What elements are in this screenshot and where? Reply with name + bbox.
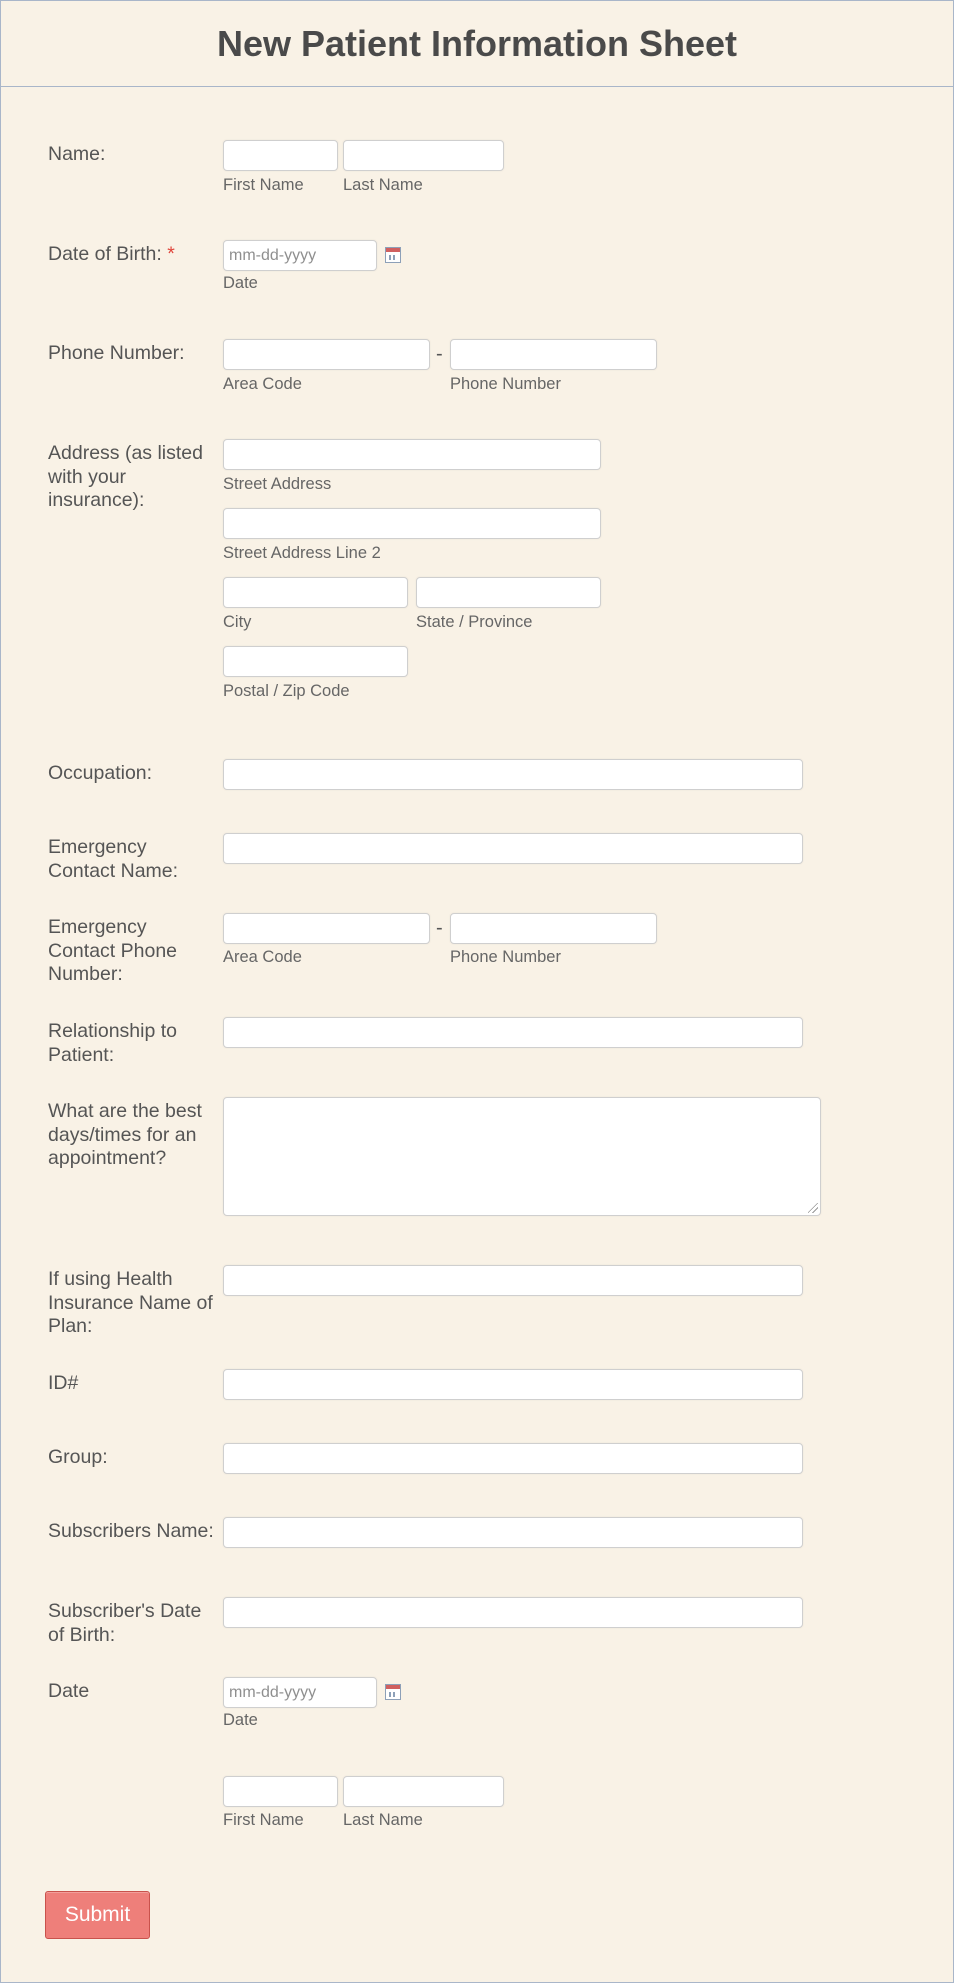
signature-first-name-input[interactable] (223, 1776, 338, 1807)
phone-number-input[interactable] (450, 339, 657, 370)
first-name-input[interactable] (223, 140, 338, 171)
emergency-contact-name-label: Emergency Contact Name: (48, 836, 179, 882)
phone-separator: - (436, 343, 443, 365)
postal-zip-sublabel: Postal / Zip Code (223, 682, 350, 700)
group-label: Group: (48, 1446, 108, 1468)
area-code-sublabel: Area Code (223, 375, 302, 393)
submit-button[interactable]: Submit (45, 1891, 150, 1939)
postal-zip-input[interactable] (223, 646, 408, 677)
dob-label (48, 243, 218, 267)
phone-label: Phone Number: (48, 342, 185, 364)
relationship-label: Relationship to Patient: (48, 1020, 177, 1066)
insurance-plan-input[interactable] (223, 1265, 803, 1296)
form-header (1, 1, 953, 87)
calendar-icon[interactable] (385, 247, 401, 263)
city-sublabel: City (223, 613, 252, 631)
phone-area-code-input[interactable] (223, 339, 430, 370)
emergency-phone-number-sublabel: Phone Number (450, 948, 561, 966)
signature-last-name-sublabel: Last Name (343, 1811, 423, 1829)
street-address-sublabel: Street Address (223, 475, 332, 493)
emergency-area-code-sublabel: Area Code (223, 948, 302, 966)
date-label: Date (48, 1680, 90, 1702)
subscriber-dob-input[interactable] (223, 1597, 803, 1628)
occupation-label: Occupation: (48, 762, 153, 784)
emergency-phone-separator: - (436, 917, 443, 939)
date-sublabel: Date (223, 1711, 258, 1729)
last-name-input[interactable] (343, 140, 504, 171)
dob-label-text: Date of Birth: (48, 243, 162, 265)
emergency-contact-phone-label: Emergency Contact Phone Number: (48, 916, 178, 985)
subscriber-name-label: Subscribers Name: (48, 1520, 214, 1542)
last-name-sublabel: Last Name (343, 176, 423, 194)
group-input[interactable] (223, 1443, 803, 1474)
resize-handle-icon[interactable] (808, 1203, 818, 1213)
street-address-line2-input[interactable] (223, 508, 601, 539)
required-asterisk: * (167, 243, 175, 265)
state-province-input[interactable] (416, 577, 601, 608)
best-times-textarea[interactable] (223, 1097, 821, 1216)
insurance-plan-label: If using Health Insurance Name of Plan: (48, 1268, 213, 1337)
subscriber-name-input[interactable] (223, 1517, 803, 1548)
best-times-label: What are the best days/times for an appointment? (48, 1100, 202, 1169)
street-address-input[interactable] (223, 439, 601, 470)
occupation-input[interactable] (223, 759, 803, 790)
subscriber-dob-label: Subscriber's Date of Birth: (48, 1600, 202, 1646)
street-address-line2-sublabel: Street Address Line 2 (223, 544, 381, 562)
phone-number-sublabel: Phone Number (450, 375, 561, 393)
city-input[interactable] (223, 577, 408, 608)
relationship-input[interactable] (223, 1017, 803, 1048)
page-title: New Patient Information Sheet (216, 23, 738, 64)
name-label: Name: (48, 143, 106, 165)
calendar-icon[interactable] (385, 1684, 401, 1700)
signature-last-name-input[interactable] (343, 1776, 504, 1807)
address-label: Address (as listed with your insurance): (48, 442, 203, 511)
dob-input[interactable] (223, 240, 377, 271)
id-number-input[interactable] (223, 1369, 803, 1400)
signature-first-name-sublabel: First Name (223, 1811, 304, 1829)
emergency-contact-name-input[interactable] (223, 833, 803, 864)
emergency-area-code-input[interactable] (223, 913, 430, 944)
state-province-sublabel: State / Province (416, 613, 533, 631)
emergency-phone-number-input[interactable] (450, 913, 657, 944)
date-input[interactable] (223, 1677, 377, 1708)
dob-sublabel: Date (223, 274, 258, 292)
id-number-label: ID# (48, 1372, 79, 1394)
first-name-sublabel: First Name (223, 176, 304, 194)
